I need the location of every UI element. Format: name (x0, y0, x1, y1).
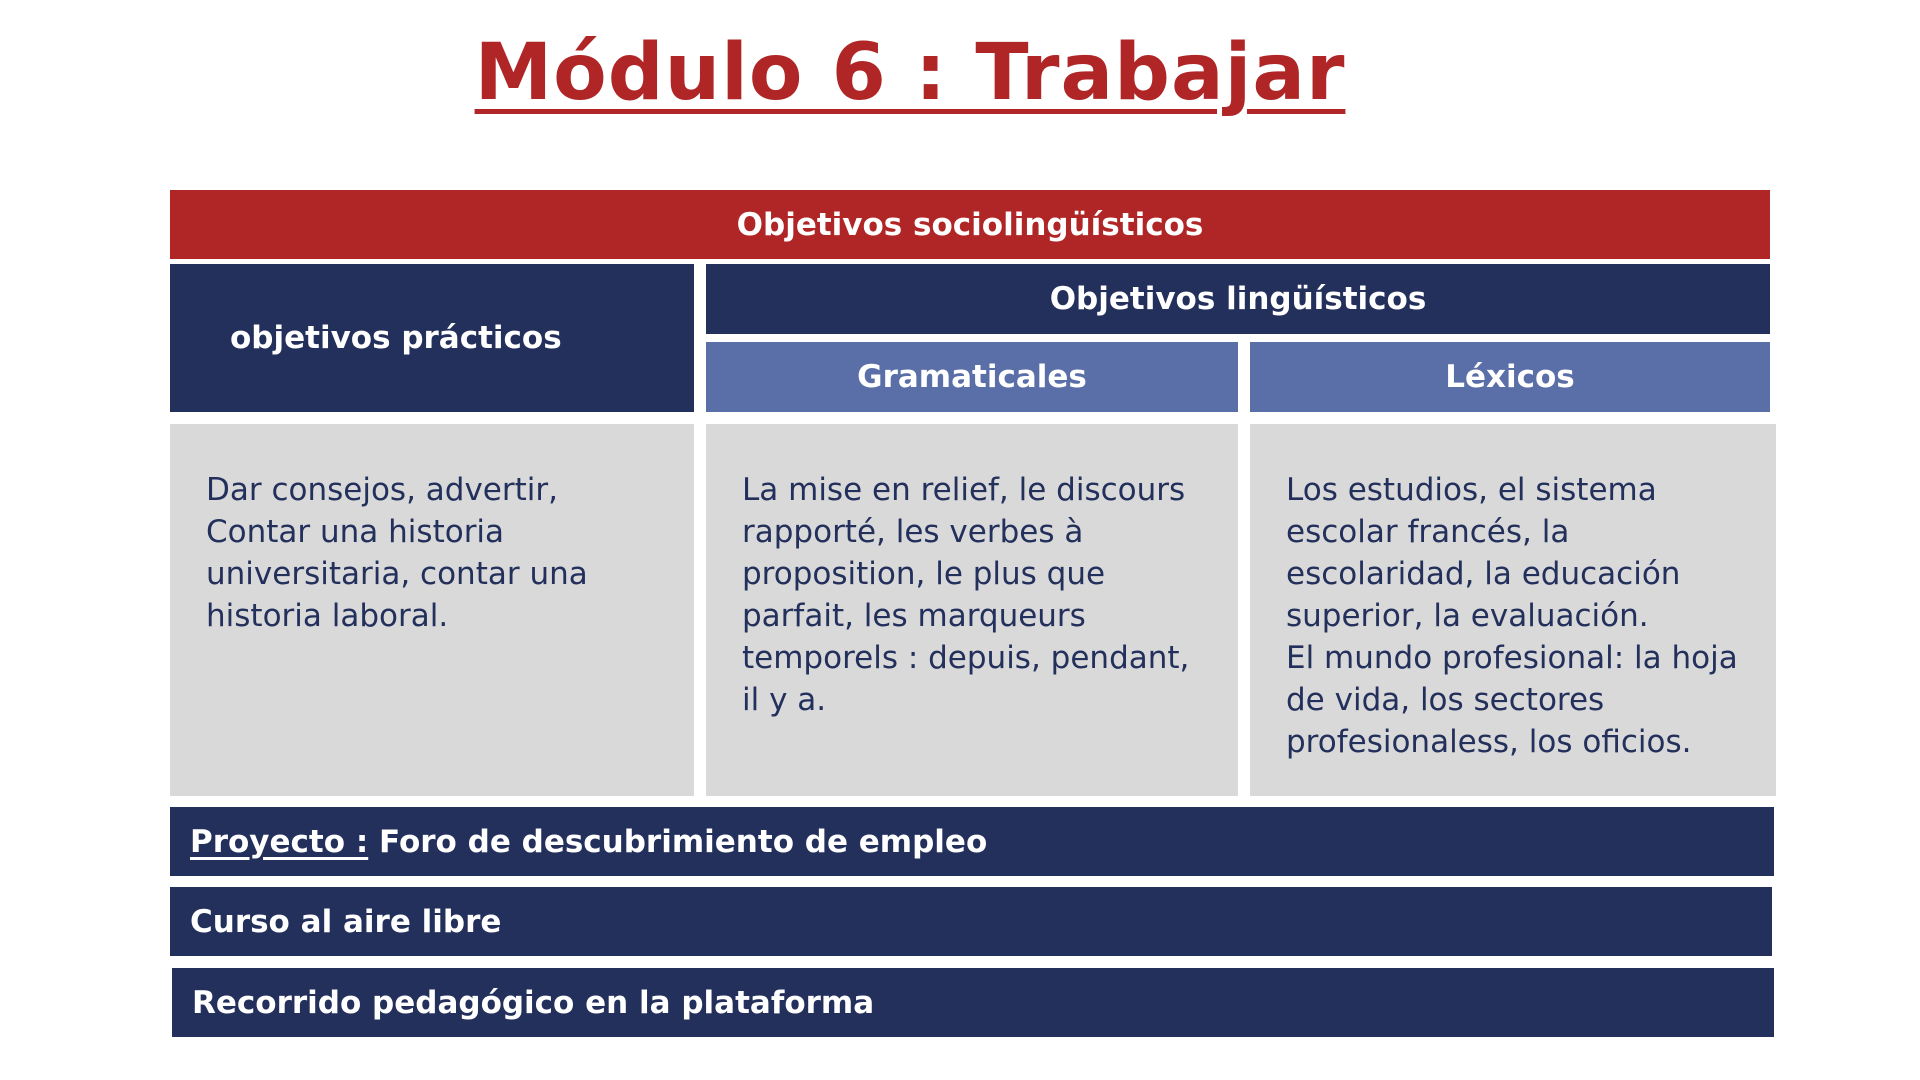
lexical-line: Los estudios, el sistema escolar francés, la escolaridad, la educación superior, la evaluación. (1286, 472, 1681, 634)
practical-header-label: objetivos prácticos (230, 320, 562, 356)
grammatical-header (706, 342, 1238, 412)
practical-header (170, 264, 694, 412)
grammatical-header-label: Gramaticales (857, 359, 1087, 395)
sociolinguistic-header (170, 190, 1770, 259)
project-bar (170, 807, 1774, 876)
practical-content (170, 424, 694, 796)
outdoor-course-bar (170, 887, 1772, 956)
practical-line: Contar una historia universitaria, contar una historia laboral. (206, 514, 588, 634)
page-title: Módulo 6 : Trabajar (474, 28, 1346, 118)
lexical-content (1250, 424, 1776, 796)
sociolinguistic-header-label: Objetivos sociolingüísticos (736, 206, 1204, 243)
grammatical-content (706, 424, 1238, 796)
project-text: Foro de descubrimiento de empleo (368, 823, 988, 860)
platform-path-bar (172, 968, 1774, 1037)
lexical-header-label: Léxicos (1445, 359, 1575, 395)
grammatical-line: La mise en relief, le discours rapporté, les verbes à proposition, le plus que parfait, les marqueurs temporels : depuis, pendant, il y a. (742, 472, 1190, 718)
project-label: Proyecto : (190, 823, 369, 860)
outdoor-course-label: Curso al aire libre (190, 903, 502, 940)
practical-line: Dar consejos, advertir, (206, 472, 558, 508)
linguistic-header (706, 264, 1770, 334)
platform-path-label: Recorrido pedagógico en la plataforma (192, 984, 875, 1021)
linguistic-header-label: Objetivos lingüísticos (1049, 281, 1427, 317)
lexical-line: El mundo profesional: la hoja de vida, los sectores profesionaless, los oficios. (1286, 640, 1738, 760)
lexical-header (1250, 342, 1770, 412)
